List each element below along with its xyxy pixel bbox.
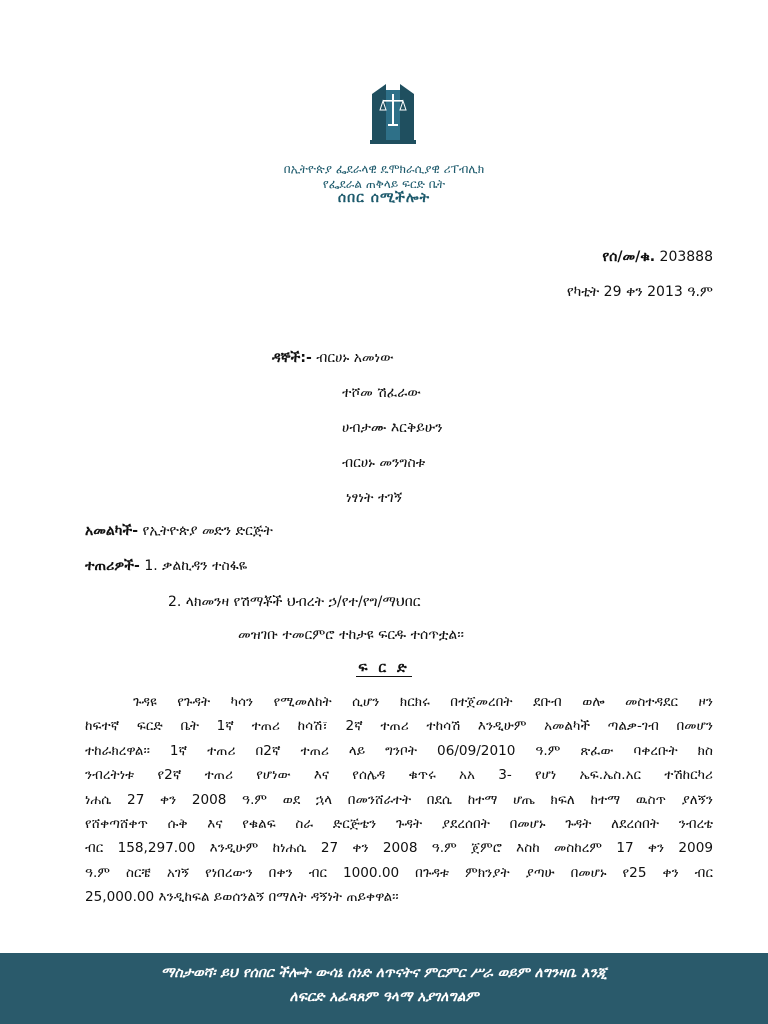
body-line: የሸቀጣሸቀጥ ሱቅ እና የቁልፍ ስራ ድርጅቴን ጉዳት ያደረሰበት በመሆኑ ጉዳት ለደረሰበት ንብረቴ bbox=[85, 816, 713, 833]
disclaimer-line: ማስታወሻ፡ ይህ የሰበር ችሎት ውሳኔ ሰነድ ለጥናትና ምርምር ሥራ ወይም ለግንዛቤ እንጂ bbox=[160, 965, 608, 981]
court-bench-name: ሰበር ሰሚችሎት bbox=[337, 190, 431, 206]
body-line: ንብረትነቱ የ2ኛ ተጠሪ የሆነው እና የሰሌዳ ቁጥሩ አአ 3- የሆነ ኤፍ.ኤስ.አር ተሽከርካሪ bbox=[85, 767, 713, 784]
respondent-name: 2. ላክመንዛ የሽማቾች ህብረት ኃ/የተ/የግ/ማህበር bbox=[168, 594, 421, 610]
judge-name: ብርሀኑ መንግስቱ bbox=[342, 455, 426, 471]
applicant-label: አመልካች- bbox=[85, 523, 139, 539]
judgment-statement: መዝገቡ ተመርምሮ ተከታዩ ፍርዱ ተሰጥቷል፡፡ bbox=[238, 627, 464, 643]
decision-date: የካቲት 29 ቀን 2013 ዓ.ም bbox=[566, 284, 713, 300]
judge-name: ሀብታሙ እርቅይሁን bbox=[342, 420, 443, 436]
judge-name: ብርሀኑ አመነው bbox=[316, 350, 394, 366]
judges-label: ዳኞች:- bbox=[272, 350, 312, 366]
court-name: የፌደራል ጠቅላይ ፍርድ ቤት bbox=[322, 177, 446, 191]
respondents-row bbox=[85, 558, 247, 574]
body-line: ጉዳዩ የጉዳት ካሳን የሚመለከት ሲሆን ክርክሩ በተጀመረበት ደቡብ ወሎ መስተዳደር ዞን bbox=[133, 694, 713, 710]
judges-row bbox=[272, 350, 394, 366]
disclaimer-footer bbox=[0, 953, 768, 1024]
applicant-name: የኢትዮጵያ መድን ድርጅት bbox=[142, 523, 273, 539]
judgment-body bbox=[85, 690, 713, 910]
body-line: ብር 158,297.00 እንዲሁም ከነሐሴ 27 ቀን 2008 ዓ.ም ጀምሮ እስከ መስከረም 17 ቀን 2009 bbox=[85, 840, 713, 857]
body-line: 25,000.00 እንዲከፍል ይወሰንልኝ በማለት ዳኝነት ጠይቀዋል፡፡ bbox=[85, 889, 399, 906]
body-line: ዓ.ም ስርቼ አገኝ የነበረውን በቀን ብር 1000.00 በጉዳቱ ምክንያት ያጣሁ በመሆኑ የ25 ቀን ብር bbox=[85, 864, 713, 881]
body-line: ተከራክረዋል፡፡ 1ኛ ተጠሪ በ2ኛ ተጠሪ ላይ ግንቦት 06/09/2010 ዓ.ም ጽፈው ባቀረቡት ክስ bbox=[85, 742, 713, 759]
applicant-row bbox=[85, 523, 273, 539]
judgment-heading: ፍ ር ድ bbox=[358, 660, 410, 676]
file-number bbox=[602, 249, 713, 265]
court-country-name: በኢትዮጵያ ፌደራላዊ ዴሞክራሲያዊ ሪፐብሊክ bbox=[283, 162, 485, 176]
body-line: ነሐሴ 27 ቀን 2008 ዓ.ም ወደ ኋላ በመንሸራተት በደሴ ከተማ ሆጤ ክፍለ ከተማ ዉስጥ ያለኝን bbox=[85, 791, 713, 808]
respondents-label: ተጠሪዎች- bbox=[85, 558, 140, 574]
body-line: ከፍተኛ ፍርድ ቤት 1ኛ ተጠሪ ከሳሽ፣ 2ኛ ተጠሪ ተከሳሽ እንዲሁም አመልካች ጣልቃ-ገብ በመሆን bbox=[85, 718, 713, 735]
judge-name: ተሾመ ሽፈራው bbox=[342, 385, 421, 401]
respondent-name: 1. ቃልኪዳን ተስፋዬ bbox=[144, 558, 248, 574]
file-number-value: 203888 bbox=[659, 249, 713, 265]
court-logo-icon bbox=[370, 80, 416, 146]
disclaimer-line: ለፍርድ አፈጻጸም ዓላማ አያገለግልም bbox=[289, 989, 479, 1005]
judge-name: ነፃነት ተገኝ bbox=[346, 490, 403, 506]
file-number-label: የሰ/መ/ቁ. bbox=[602, 249, 656, 265]
